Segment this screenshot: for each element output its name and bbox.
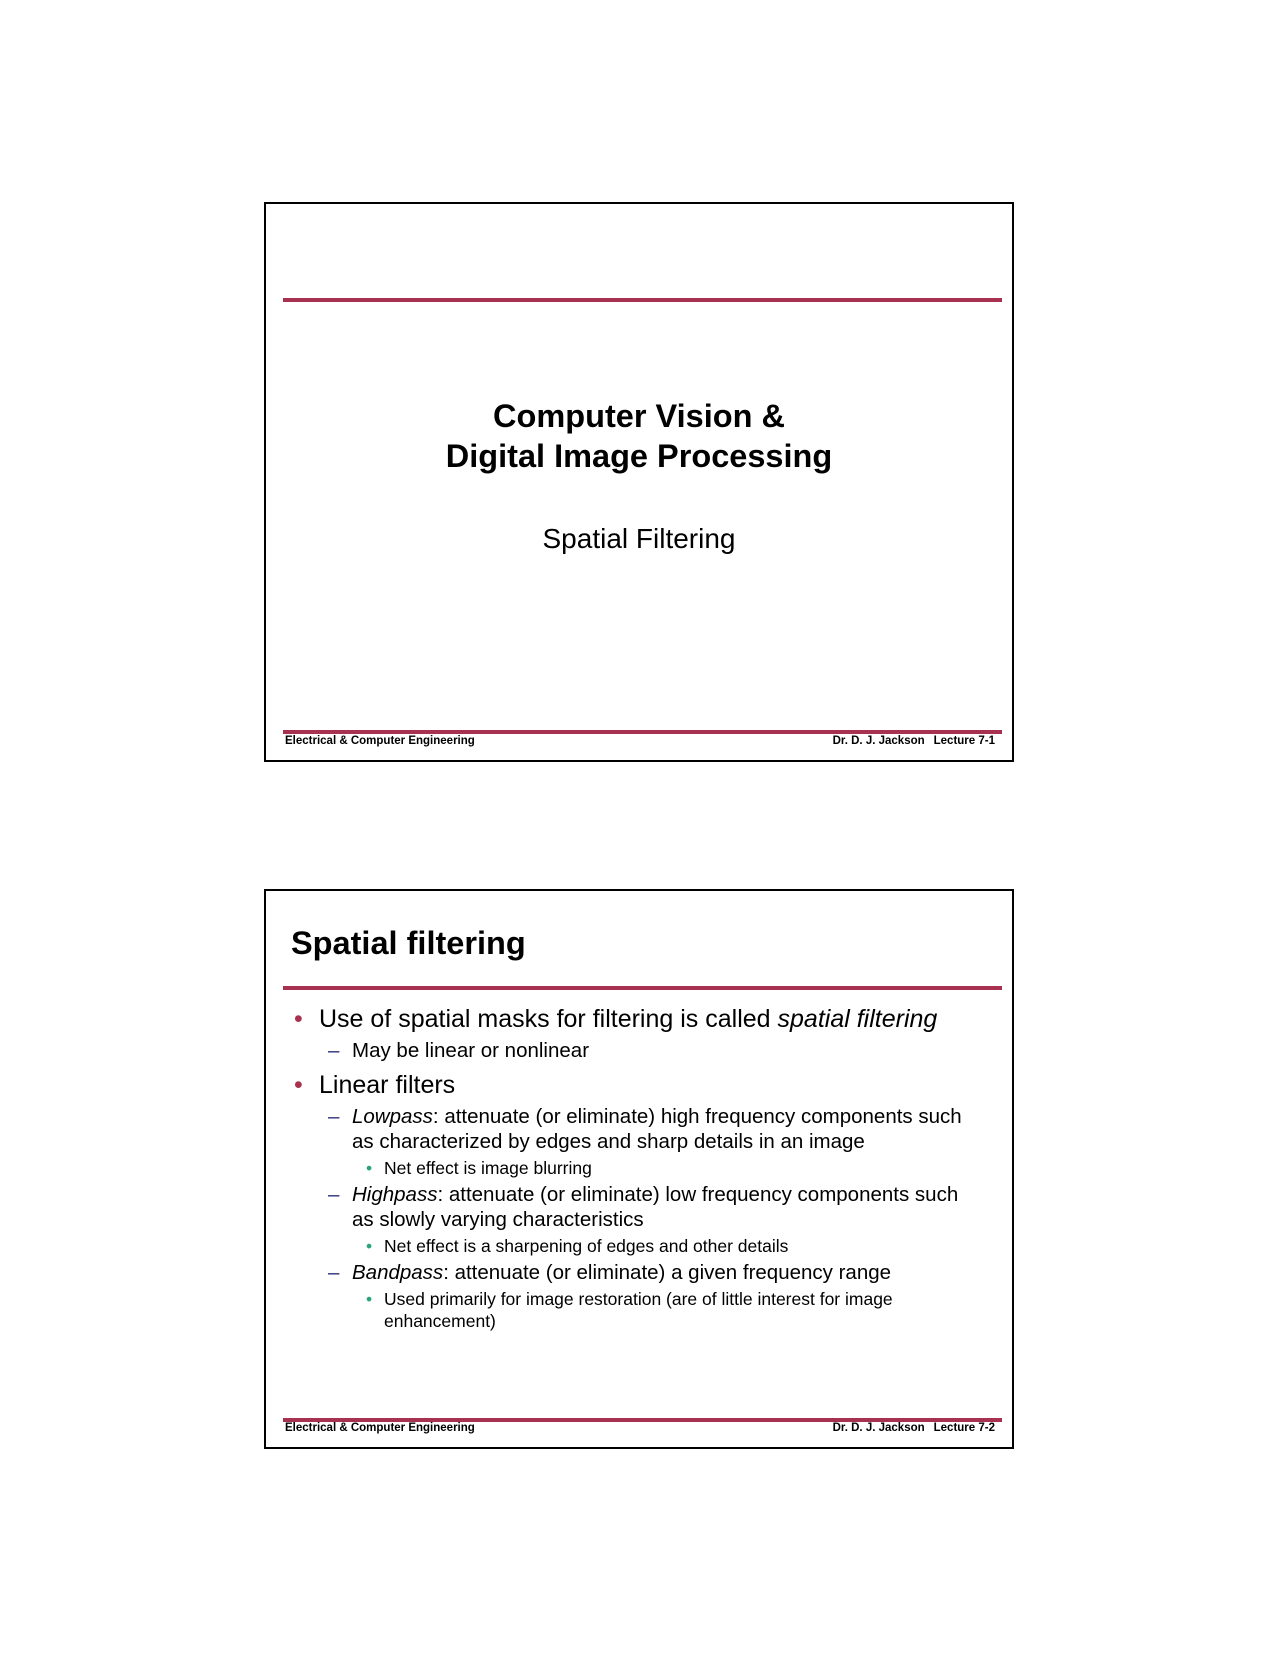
dash-marker: – (328, 1261, 340, 1284)
slide-1-top-rule (283, 298, 1002, 302)
slide-1 (264, 202, 1014, 762)
dot-marker: • (366, 1236, 373, 1256)
sub-bullet-highpass (266, 1182, 1012, 1232)
slide-2-title: Spatial filtering (291, 925, 526, 961)
slide-2-footer-department: Electrical & Computer Engineering (285, 1422, 475, 1434)
sub-bullet-bandpass (266, 1260, 1012, 1285)
sub-bullet-lowpass (266, 1104, 1012, 1154)
slide-1-title-line-1: Computer Vision & (493, 398, 785, 434)
slide-2-footer-lecture: Lecture 7-2 (933, 1422, 995, 1434)
note-text-line-2: enhancement) (384, 1311, 496, 1331)
highpass-term: Highpass (352, 1183, 438, 1206)
lowpass-line-2: as characterized by edges and sharp details in an image (352, 1130, 865, 1153)
bandpass-line-1: : attenuate (or eliminate) a given frequency range (443, 1261, 892, 1284)
slide-2-footer (285, 1422, 995, 1434)
note-text: Net effect is image blurring (384, 1158, 592, 1178)
bullet-text: Use of spatial masks for filtering is called (319, 1005, 778, 1033)
slide-2 (264, 889, 1014, 1449)
dash-marker: – (328, 1039, 340, 1062)
slide-1-title-block (266, 396, 1012, 556)
slide-1-footer-right (833, 735, 995, 747)
bullet-linear-filters (266, 1070, 1012, 1101)
slide-1-subtitle: Spatial Filtering (542, 523, 736, 554)
dash-marker: – (328, 1105, 340, 1128)
note-text: Net effect is a sharpening of edges and other details (384, 1236, 789, 1256)
bullet-spatial-masks (266, 1004, 1012, 1035)
slide-1-bottom-rule (283, 730, 1002, 734)
note-bandpass (266, 1288, 1012, 1332)
note-lowpass (266, 1157, 1012, 1179)
sub-bullet-linear-nonlinear (266, 1038, 1012, 1063)
dash-marker: – (328, 1183, 340, 1206)
highpass-line-1: : attenuate (or eliminate) low frequency components such (437, 1183, 959, 1206)
bullet-emphasis: spatial filtering (777, 1005, 938, 1033)
slide-1-footer-author: Dr. D. J. Jackson (832, 735, 925, 747)
slide-2-top-rule (283, 986, 1002, 990)
bullet-marker: • (294, 1071, 303, 1099)
bandpass-term: Bandpass (352, 1261, 444, 1284)
dot-marker: • (366, 1289, 373, 1309)
highpass-line-2: as slowly varying characteristics (352, 1208, 644, 1231)
slide-2-footer-author: Dr. D. J. Jackson (832, 1422, 925, 1434)
dot-marker: • (366, 1158, 373, 1178)
slide-2-content (266, 1001, 1012, 1332)
slide-2-footer-right (833, 1422, 995, 1434)
slide-1-footer (285, 735, 995, 747)
bullet-marker: • (294, 1005, 303, 1033)
note-text-line-1: Used primarily for image restoration (are of little interest for image (384, 1289, 893, 1309)
sub-bullet-text: May be linear or nonlinear (352, 1039, 590, 1062)
slide-1-footer-department: Electrical & Computer Engineering (285, 735, 475, 747)
lowpass-line-1: : attenuate (or eliminate) high frequency components such (432, 1105, 962, 1128)
note-highpass (266, 1235, 1012, 1257)
bullet-text: Linear filters (319, 1071, 456, 1099)
slide-1-footer-lecture: Lecture 7-1 (933, 735, 995, 747)
slide-1-title-line-2: Digital Image Processing (445, 438, 833, 474)
lowpass-term: Lowpass (352, 1105, 433, 1128)
